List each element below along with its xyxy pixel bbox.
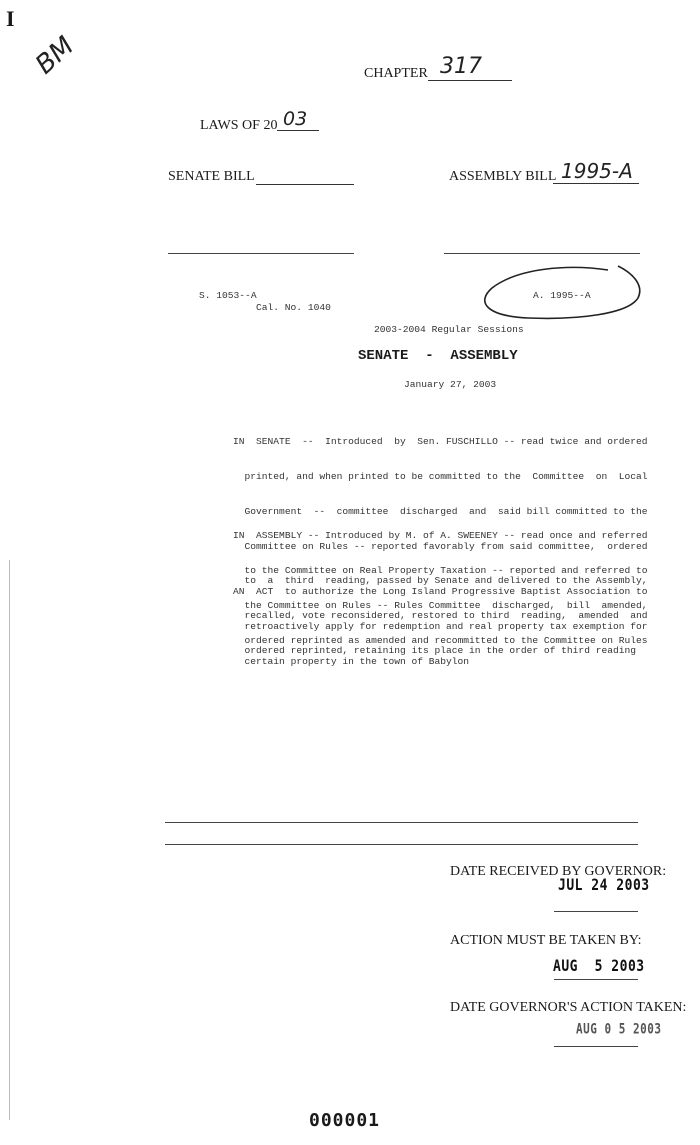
act-line: certain property in the town of Babylon xyxy=(233,655,470,667)
laws-year-value: 03 xyxy=(277,108,319,131)
senate-line: Committee on Rules -- reported favorably from said committee, ordered xyxy=(233,540,648,552)
assembly-line: to the Committee on Real Property Taxation -- reported and referred to xyxy=(233,564,648,576)
circle-annotation xyxy=(478,262,646,324)
senate-bill-label: SENATE BILL xyxy=(168,169,255,184)
margin-mark: I xyxy=(6,6,15,31)
action-taken-rule xyxy=(554,1046,638,1047)
assembly-bill-label: ASSEMBLY BILL xyxy=(449,169,557,184)
senate-line: recalled, vote reconsidered, restored to third reading, amended and xyxy=(233,610,648,622)
assembly-line: the Committee on Rules -- Rules Committee discharged, bill amended, xyxy=(233,599,648,611)
action-taken-stamp: AUG 0 5 2003 xyxy=(576,1021,662,1038)
blank-rule-right xyxy=(444,253,640,254)
senate-bill-blank xyxy=(256,170,354,185)
page-number: 000001 xyxy=(309,1110,381,1131)
assembly-line: IN ASSEMBLY -- Introduced by M. of A. SWEENEY -- read once and referred xyxy=(233,530,648,542)
action-deadline-label: ACTION MUST BE TAKEN BY: xyxy=(450,933,642,948)
senate-assembly-heading: SENATE - ASSEMBLY xyxy=(358,348,518,364)
chapter-value: 317 xyxy=(428,54,512,81)
date-received-rule xyxy=(554,911,638,912)
scan-edge-line xyxy=(9,560,10,1120)
assembly-bill-value: 1995-A xyxy=(553,159,639,184)
introduction-date: January 27, 2003 xyxy=(404,379,497,390)
senate-line: IN SENATE -- Introduced by Sen. FUSCHILLO -- read twice and ordered xyxy=(233,436,648,448)
action-deadline-rule xyxy=(554,979,638,980)
senate-line: Government -- committee discharged and said bill committed to the xyxy=(233,505,648,517)
blank-rule-left xyxy=(168,253,354,254)
date-received-stamp: JUL 24 2003 xyxy=(558,876,650,895)
assembly-bill-number: A. 1995--A xyxy=(533,290,591,301)
act-title-paragraph xyxy=(233,563,648,679)
calendar-number: Cal. No. 1040 xyxy=(256,302,331,313)
assembly-line: ordered reprinted as amended and recommitted to the Committee on Rules xyxy=(233,634,648,646)
chapter-label: CHAPTER xyxy=(364,66,428,81)
date-received-label: DATE RECEIVED BY GOVERNOR: xyxy=(450,864,667,879)
laws-label: LAWS OF 20 xyxy=(200,118,278,133)
divider-rule-2 xyxy=(165,844,638,845)
session-text: 2003-2004 Regular Sessions xyxy=(374,324,524,335)
action-deadline-stamp: AUG 5 2003 xyxy=(553,957,645,976)
senate-bill-number: S. 1053--A xyxy=(199,290,257,301)
handwritten-initials: BM xyxy=(30,31,81,81)
senate-line: printed, and when printed to be committed to the Committee on Local xyxy=(233,470,648,482)
act-line: retroactively apply for redemption and real property tax exemption for xyxy=(233,620,648,632)
action-taken-label: DATE GOVERNOR'S ACTION TAKEN: xyxy=(450,1000,687,1015)
senate-line: ordered reprinted, retaining its place in the order of third reading xyxy=(233,644,637,656)
act-line: AN ACT to authorize the Long Island Progressive Baptist Association to xyxy=(233,586,648,598)
divider-rule-1 xyxy=(165,822,638,823)
senate-line: to a third reading, passed by Senate and delivered to the Assembly, xyxy=(233,575,648,587)
